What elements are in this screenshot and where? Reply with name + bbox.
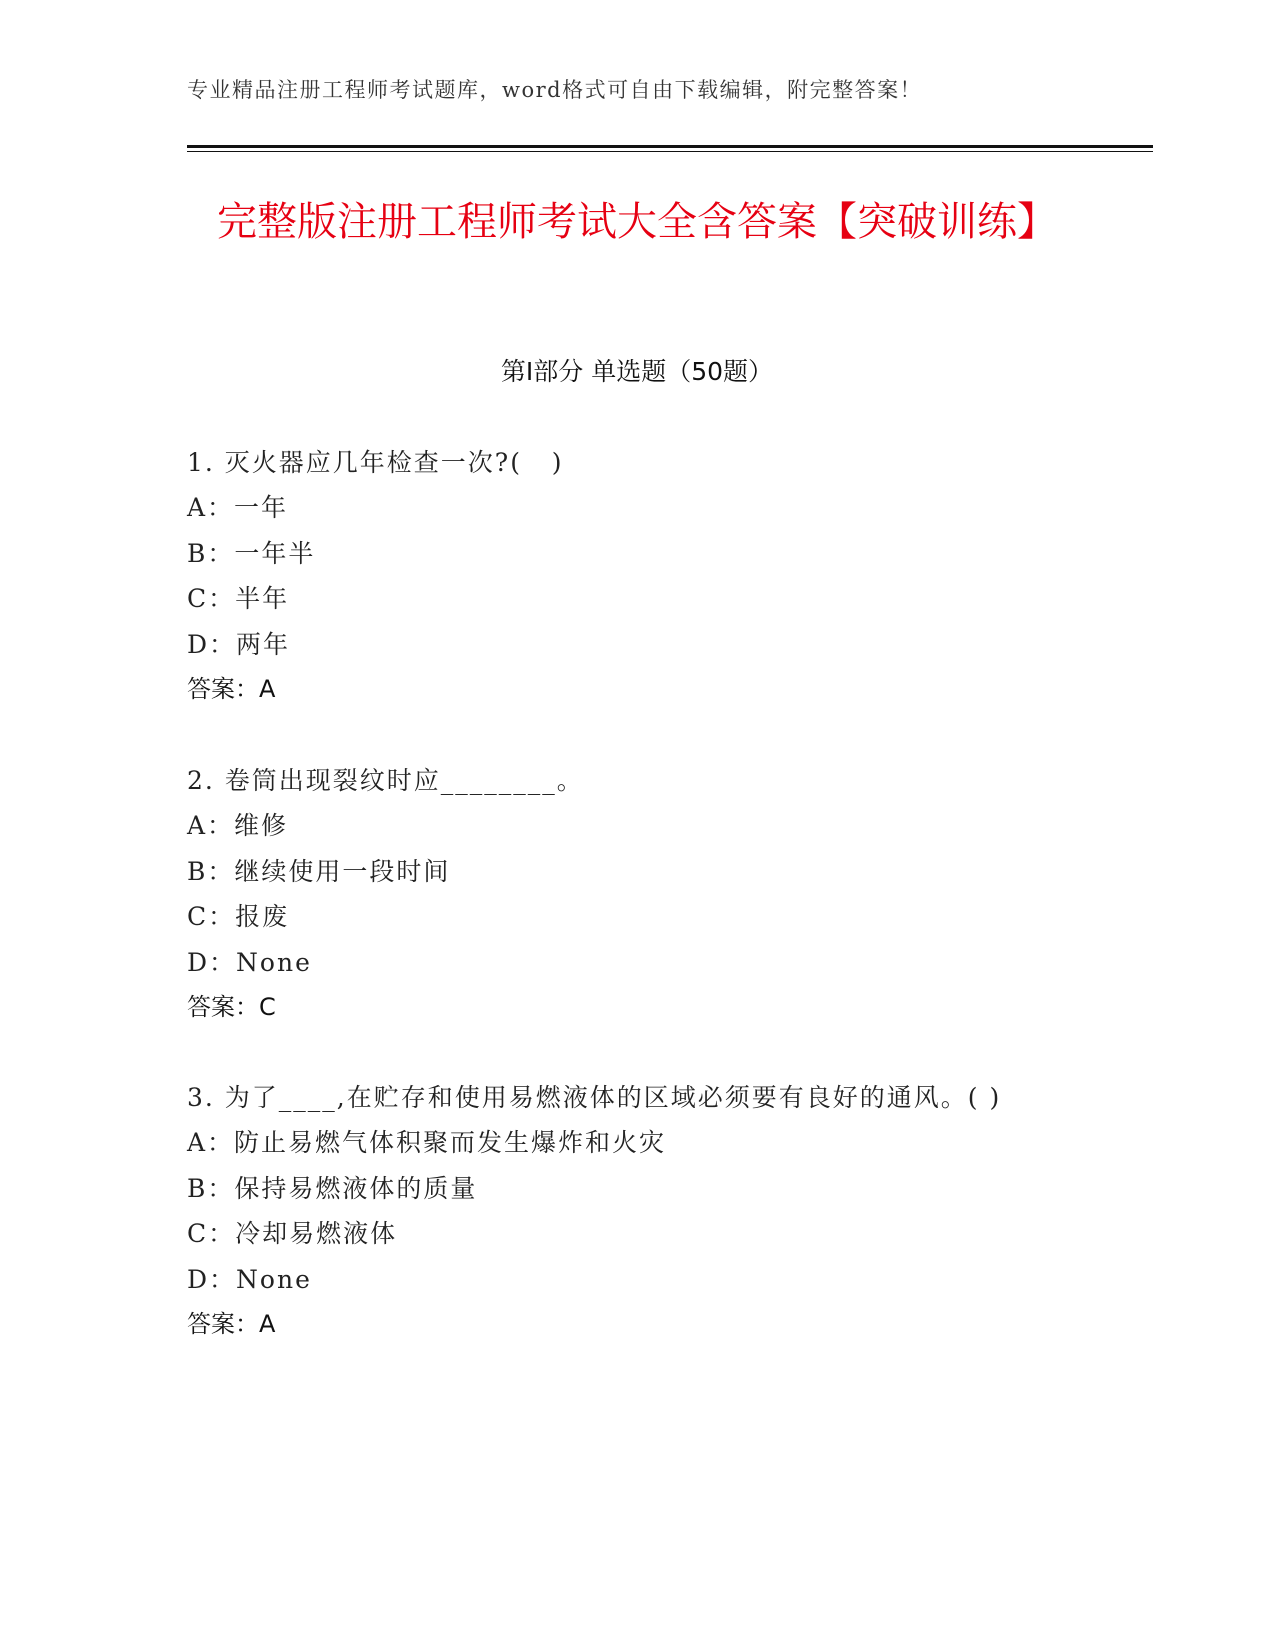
- option-c: C：冷却易燃液体: [187, 1219, 398, 1248]
- document-title: 完整版注册工程师考试大全含答案【突破训练】: [217, 199, 1057, 245]
- question-2: [187, 759, 1067, 1030]
- answer: 答案：C: [187, 993, 276, 1021]
- option-a: A：一年: [187, 493, 289, 522]
- question-stem: 1. 灭火器应几年检查一次?( ): [187, 448, 564, 477]
- option-c: C：报废: [187, 902, 290, 931]
- option-d: D：None: [187, 947, 312, 977]
- answer: 答案：A: [187, 1310, 276, 1338]
- option-b: B：一年半: [187, 538, 316, 568]
- option-a: A：防止易燃气体积聚而发生爆炸和火灾: [187, 1128, 667, 1157]
- option-c: C：半年: [187, 584, 290, 613]
- question-stem: 2. 卷筒出现裂纹时应________。: [187, 766, 584, 795]
- option-d: D：None: [187, 1264, 312, 1294]
- section-title: 第Ⅰ部分 单选题（50题）: [500, 357, 774, 386]
- header-divider-thin: [187, 151, 1153, 152]
- answer: 答案：A: [187, 675, 276, 703]
- header-note: 专业精品注册工程师考试题库，word格式可自由下载编辑，附完整答案！: [187, 78, 923, 102]
- option-b: B：保持易燃液体的质量: [187, 1173, 478, 1203]
- option-a: A：维修: [187, 811, 289, 840]
- question-stem: 3. 为了____,在贮存和使用易燃液体的区域必须要有良好的通风。( ): [187, 1083, 1002, 1112]
- header-divider-thick: [187, 145, 1153, 148]
- option-b: B：继续使用一段时间: [187, 856, 451, 886]
- question-1: [187, 441, 1067, 712]
- option-d: D：两年: [187, 629, 291, 659]
- question-3: [187, 1076, 1067, 1347]
